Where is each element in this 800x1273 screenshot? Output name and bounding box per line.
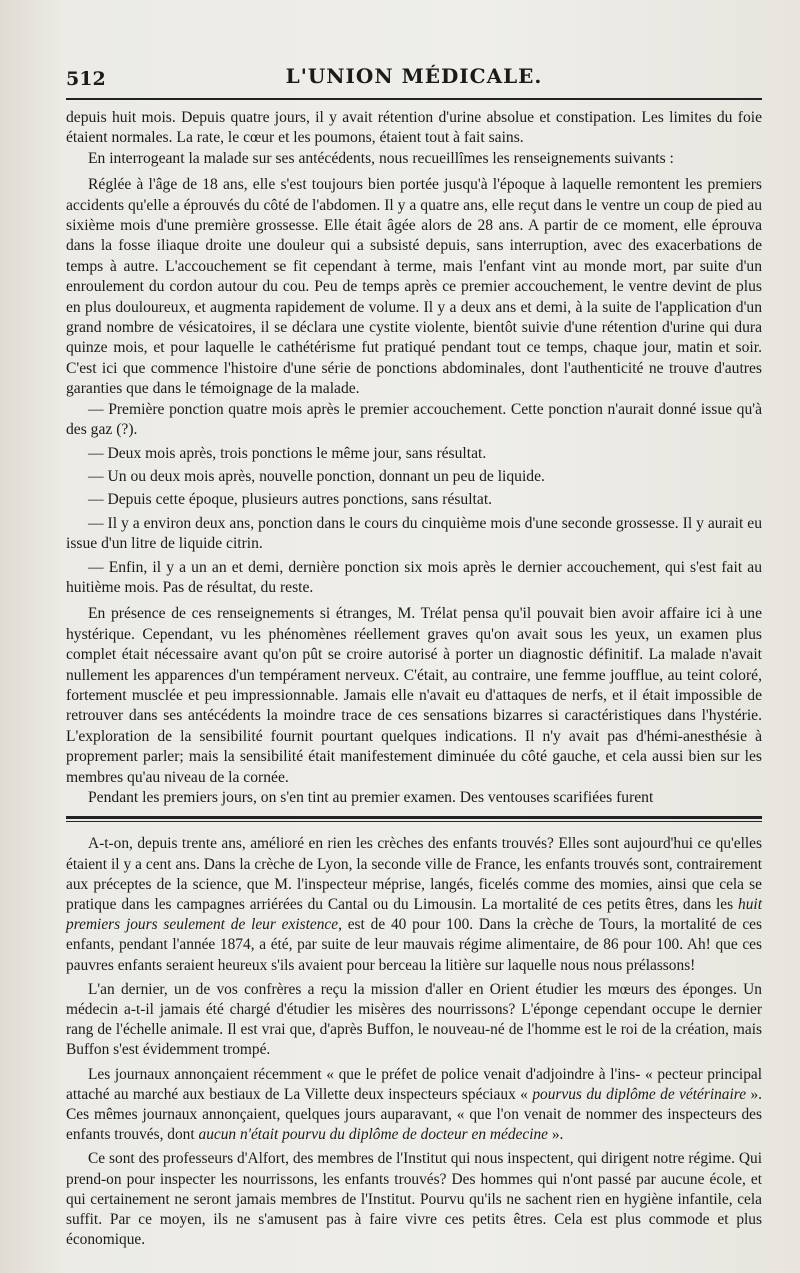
- paragraph: [66, 834, 762, 975]
- paragraph: — Depuis cette époque, plusieurs autres ponctions, sans résultat.: [88, 491, 493, 509]
- paragraph: depuis huit mois. Depuis quatre jours, il y avait rétention d'urine absolue et constipation. Les limites du foie étaient normales. La rate, le cœur et les poumons, étaient tout à fait sains.: [66, 109, 762, 147]
- paragraph: [66, 1065, 762, 1146]
- emphasis-text: huit premiers jours seulement de leur existence: [66, 896, 762, 934]
- paragraph: — Deux mois après, trois ponctions le même jour, sans résultat.: [88, 444, 487, 462]
- emphasis-text: aucun n'était pourvu du diplôme de docteur en médecine: [198, 1126, 548, 1144]
- paragraph: En présence de ces renseignements si étranges, M. Trélat pensa qu'il pouvait bien avoir affaire ici à une hystérique. Cependant, vu les phénomènes réellement graves qu'on avait sous les yeux, un examen plus complet était nécessaire avant qu'on pût se croire autorisé à porter un diagnostic définitif. La malade n'avait nullement les apparences d'un tempérament nerveux. C'était, au contraire, une femme joufflue, au teint coloré, fortement musclée et peu impressionnable. Jamais elle n'avait eu d'attaques de nerfs, et il était impossible de retrouver dans ses antécédents la moindre trace de ces sensations bizarres si caractéristiques dans l'hystérie. L'exploration de la sensibilité fournit pourtant quelques indications. Il n'y avait pas d'hémi-anesthésie à proprement parler; mais la sensibilité était manifestement diminuée du côté gauche, et cela aussi bien sur les membres qu'au niveau de la cornée.: [66, 605, 762, 786]
- header-rule: [66, 98, 762, 100]
- divider-thick-rule: [66, 816, 762, 819]
- paragraph-text: ». Ces mêmes journaux annonçaient, quelques jours auparavant, « que l'on venait de nommer des inspecteurs des enfants trouvés, dont: [66, 1085, 762, 1144]
- section-divider: [66, 816, 762, 822]
- paragraph: Ce sont des professeurs d'Alfort, des membres de l'Institut qui nous inspectent, qui dirigent notre régime. Qui prend-on pour inspecter les nourrissons, les enfants trouvés? Des hommes qui n'ont passé par aucune école, et qui certainement ne seront jamais membres de l'Institut. Pourvu qu'ils ne sachent rien en hygiène infantile, cela suffit. Par ce moyen, ils ne s'amusent pas à faire vivre ces petits êtres. Cela est plus commode et plus économique.: [66, 1150, 762, 1249]
- paragraph-text: A-t-on, depuis trente ans, amélioré en rien les crèches des enfants trouvés? Elles sont aujourd'hui ce qu'elles étaient il y a cent ans. Dans la crèche de Lyon, la seconde ville de France, les enfants trouvés sont, contrairement aux préceptes de la science, que M. l'inspecteur méprise, langés, ficelés comme des momies, ainsi que cela se pratique dans les campagnes arriérées du Cantal ou du Limousin. La mortalité de ces petits êtres, dans les: [66, 835, 762, 914]
- paragraph-text: ».: [551, 1126, 564, 1144]
- paragraph: — Il y a environ deux ans, ponction dans le cours du cinquième mois d'une seconde grossesse. Il y aurait eu issue d'un litre de liquide citrin.: [66, 514, 762, 553]
- paragraph: Réglée à l'âge de 18 ans, elle s'est toujours bien portée jusqu'à l'époque à laquelle remontent les premiers accidents qu'elle a éprouvés du côté de l'abdomen. Il y a quatre ans, elle reçut dans le ventre un coup de pied au sixième mois d'une première grossesse. Elle était âgée alors de 28 ans. A partir de ce moment, elle éprouva dans la fosse iliaque droite une douleur qui a subsisté depuis, sans interruption, avec des exacerbations de temps à autre. L'accouchement se fit cependant à terme, mais l'enfant vint au monde mort, par suite d'un enroulement du cordon autour du cou. Peu de temps après ce premier accouchement, le ventre devint de plus en plus douloureux, et augmenta rapidement de volume. Il y a deux ans et demi, à la suite de l'application d'un grand nombre de vésicatoires, il se déclara une cystite violente, bientôt suivie d'une rétention d'urine qui dura quinze mois, et pour laquelle le cathétérisme fut pratiqué pendant tout ce temps, chaque jour, matin et soir. C'est ici que commence l'histoire d'une série de ponctions abdominales, dont l'authenticité ne trouve d'autres garanties que dans le témoignage de la malade.: [66, 176, 762, 398]
- paragraph: Pendant les premiers jours, on s'en tint au premier examen. Des ventouses scarifiées furent: [88, 789, 654, 806]
- running-title: L'UNION MÉDICALE.: [285, 64, 543, 88]
- page-header: [66, 64, 762, 94]
- clinical-case-section: [66, 108, 762, 808]
- paragraph-text: Les journaux annonçaient récemment « que le préfet de police venait d'adjoindre à l'ins- « pecteur principal attaché au marché aux bestiaux de La Villette deux inspecteurs spéciaux «: [66, 1065, 762, 1103]
- emphasis-text: pourvus du diplôme de vétérinaire: [532, 1085, 747, 1103]
- feuilleton-section: [66, 834, 762, 1250]
- divider-thin-rule: [66, 821, 762, 822]
- paragraph: — Un ou deux mois après, nouvelle ponction, donnant un peu de liquide.: [88, 467, 545, 485]
- paragraph: — Première ponction quatre mois après le premier accouchement. Cette ponction n'aurait donné issue qu'à des gaz (?).: [66, 400, 762, 439]
- paragraph: — Enfin, il y a un an et demi, dernière ponction six mois après le dernier accouchement, qui s'est fait au huitième mois. Pas de résultat, du reste.: [66, 558, 762, 596]
- paragraph: L'an dernier, un de vos confrères a reçu la mission d'aller en Orient étudier les mœurs des éponges. Un médecin a-t-il jamais été chargé d'étudier les misères des nourrissons? L'éponge cependant occupe le dernier rang de l'échelle animale. Il est vrai que, d'après Buffon, le nouveau-né de l'homme est le roi de la création, mais Buffon s'est évidemment trompé.: [66, 980, 762, 1059]
- paragraph: En interrogeant la malade sur ses antécédents, nous recueillîmes les renseignements suivants :: [88, 149, 674, 167]
- paragraph-text: , est de 40 pour 100. Dans la crèche de Tours, la mortalité de ces enfants, pendant l'année 1874, a été, par suite de leur mauvais régime alimentaire, de 86 pour 100. Ah! que ces pauvres enfants seraient heureux s'ils avaient pour berceau la litière sur laquelle nous nous prélassons!: [66, 916, 763, 974]
- page-number: 512: [66, 68, 106, 90]
